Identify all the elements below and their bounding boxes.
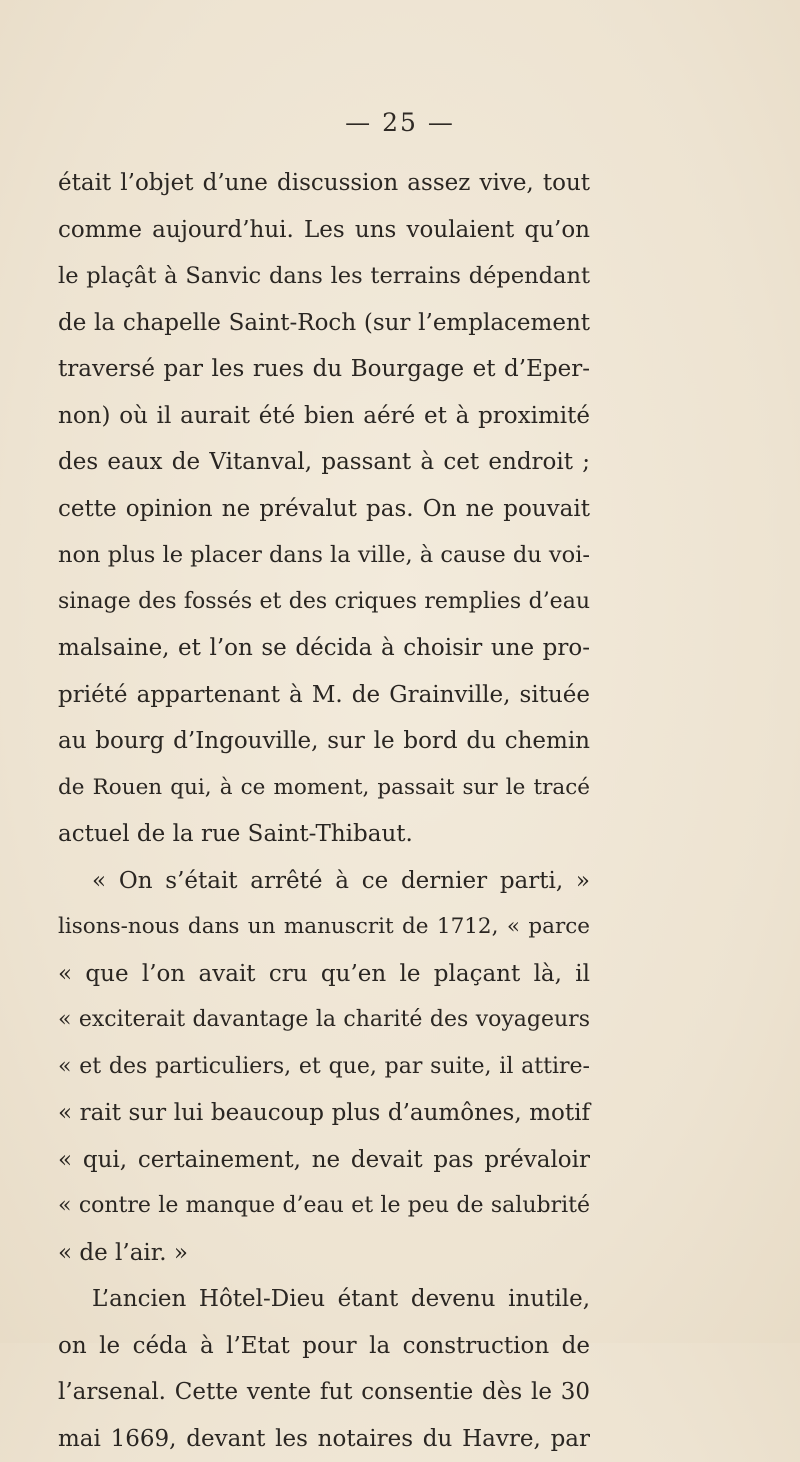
- text-line: sinage des fossés et des criques remplies d’eau: [58, 579, 590, 626]
- text-line: « de l’air. »: [58, 1230, 590, 1277]
- text-line: des eaux de Vitanval, passant à cet endroit ;: [58, 439, 590, 486]
- text-line: L’ancien Hôtel-Dieu étant devenu inutile,: [58, 1276, 590, 1323]
- page-number: — 25 —: [0, 108, 800, 137]
- text-line: de la chapelle Saint-Roch (sur l’emplacement: [58, 300, 590, 347]
- text-line: était l’objet d’une discussion assez vive, tout: [58, 160, 590, 207]
- text-line: actuel de la rue Saint-Thibaut.: [58, 811, 590, 858]
- text-line: « qui, certainement, ne devait pas prévaloir: [58, 1137, 590, 1184]
- text-line: priété appartenant à M. de Grainville, située: [58, 672, 590, 719]
- text-line: le plaçât à Sanvic dans les terrains dépendant: [58, 253, 590, 300]
- body-text: [58, 160, 590, 1462]
- text-line: cette opinion ne prévalut pas. On ne pouvait: [58, 486, 590, 533]
- text-line: non) où il aurait été bien aéré et à proximité: [58, 393, 590, 440]
- text-line: « exciterait davantage la charité des voyageurs: [58, 997, 590, 1044]
- text-line: « rait sur lui beaucoup plus d’aumônes, motif: [58, 1090, 590, 1137]
- text-line: « que l’on avait cru qu’en le plaçant là, il: [58, 951, 590, 998]
- text-line: on le céda à l’Etat pour la construction de: [58, 1323, 590, 1370]
- text-line: non plus le placer dans la ville, à cause du voi-: [58, 532, 590, 579]
- text-line: « contre le manque d’eau et le peu de salubrité: [58, 1183, 590, 1230]
- text-line: « et des particuliers, et que, par suite, il attire-: [58, 1044, 590, 1091]
- text-line: de Rouen qui, à ce moment, passait sur le tracé: [58, 765, 590, 812]
- text-line: malsaine, et l’on se décida à choisir une pro-: [58, 625, 590, 672]
- text-line: lisons-nous dans un manuscrit de 1712, « parce: [58, 904, 590, 951]
- text-line: au bourg d’Ingouville, sur le bord du chemin: [58, 718, 590, 765]
- text-line: comme aujourd’hui. Les uns voulaient qu’on: [58, 207, 590, 254]
- text-line: « On s’était arrêté à ce dernier parti, »: [58, 858, 590, 905]
- text-line: mai 1669, devant les notaires du Havre, par: [58, 1416, 590, 1462]
- text-line: l’arsenal. Cette vente fut consentie dès le 30: [58, 1369, 590, 1416]
- text-line: traversé par les rues du Bourgage et d’Eper-: [58, 346, 590, 393]
